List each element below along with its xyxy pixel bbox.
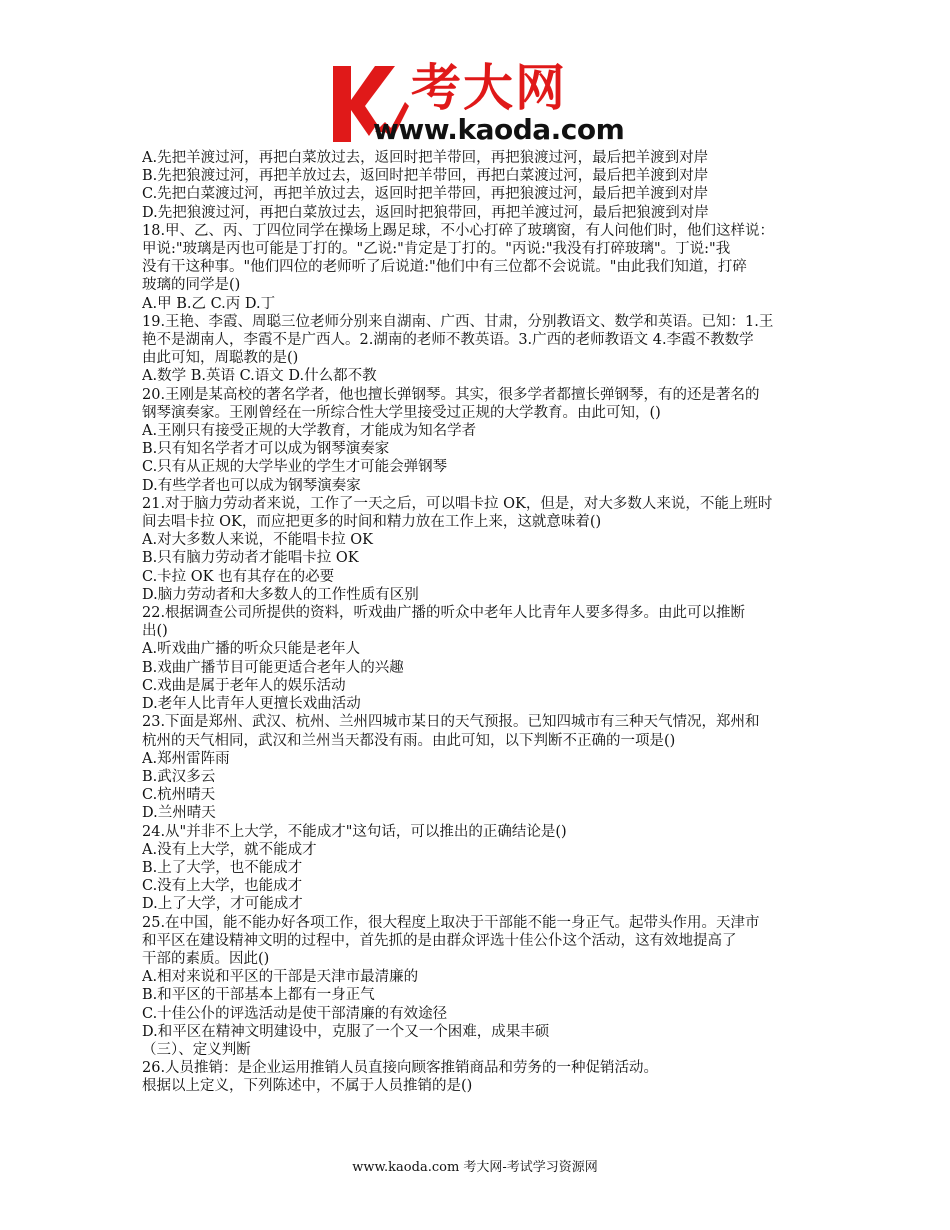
text-line: A.甲 B.乙 C.丙 D.丁 [142,295,276,312]
text-line: 甲说:"玻璃是丙也可能是丁打的。"乙说:"肯定是丁打的。"丙说:"我没有打碎玻璃"。丁说:"我 [142,241,731,258]
text-line: 18.甲、乙、丙、丁四位同学在操场上踢足球，不小心打碎了玻璃窗，有人问他们时，他们这样说： [142,222,775,239]
text-line: D.老年人比青年人更擅长戏曲活动 [142,696,361,713]
text-line: 22.根据调查公司所提供的资料，听戏曲广播的听众中老年人比青年人要多得多。由此可以推断 [142,605,746,622]
text-line: A.相对来说和平区的干部是天津市最清廉的 [142,969,419,986]
text-line: A.数学 B.英语 C.语文 D.什么都不教 [142,368,377,385]
text-line: A.郑州雷阵雨 [142,750,230,767]
question-text [142,149,822,1096]
text-line: A.先把羊渡过河，再把白菜放过去，返回时把羊带回，再把狼渡过河，最后把羊渡到对岸 [142,150,709,166]
text-line: B.上了大学，也不能成才 [142,859,303,876]
text-line: A.王刚只有接受正规的大学教育，才能成为知名学者 [142,423,477,440]
text-line: 没有干这种事。"他们四位的老师听了后说道:"他们中有三位都不会说谎。"由此我们知道，打碎 [142,259,747,276]
text-line: B.先把狼渡过河，再把羊放过去，返回时把羊带回，再把白菜渡过河，最后把羊渡到对岸 [142,168,709,185]
text-line: A.对大多数人来说，不能唱卡拉 OK [142,532,373,549]
text-line: A.听戏曲广播的听众只能是老年人 [142,641,361,658]
text-line: B.戏曲广播节目可能更适合老年人的兴趣 [142,659,404,676]
text-line: D.上了大学，才可能成才 [142,896,303,913]
text-line: D.脑力劳动者和大多数人的工作性质有区别 [142,586,419,603]
text-line: D.先把狼渡过河，再把白菜放过去，返回时把狼带回，再把羊渡过河，最后把狼渡到对岸 [142,204,709,221]
text-line: 根据以上定义，下列陈述中，不属于人员推销的是() [142,1078,473,1095]
text-line: C.十佳公仆的评选活动是使干部清廉的有效途径 [142,1005,448,1022]
page-footer: www.kaoda.com 考大网-考试学习资源网 [352,1160,598,1175]
text-line: C.杭州晴天 [142,787,216,804]
text-line: 杭州的天气相同，武汉和兰州当天都没有雨。由此可知，以下判断不正确的一项是() [142,732,676,749]
text-line: 出() [142,623,168,640]
text-line: （三）、定义判断 [142,1041,251,1058]
text-line: 间去唱卡拉 OK，而应把更多的时间和精力放在工作上来，这就意味着() [142,514,602,531]
text-line: C.先把白菜渡过河，再把羊放过去，返回时把羊带回，再把狼渡过河，最后把羊渡到对岸 [142,186,709,203]
text-line: 艳不是湖南人，李霞不是广西人。2.湖南的老师不教英语。3.广西的老师教语文 4.李霞不教数学 [142,332,754,349]
text-line: 20.王刚是某高校的著名学者，他也擅长弹钢琴。其实，很多学者都擅长弹钢琴，有的还是著名的 [142,386,760,403]
text-line: 24.从"并非不上大学，不能成才"这句话，可以推出的正确结论是() [142,823,567,840]
logo-brand-name: 考大网 [411,59,567,117]
text-line: D.和平区在精神文明建设中，克服了一个又一个困难，成果丰硕 [142,1023,550,1040]
text-line: C.没有上大学，也能成才 [142,878,303,895]
text-line: D.有些学者也可以成为钢琴演奏家 [142,477,361,494]
logo-url: www.kaoda.com [373,113,625,146]
text-line: B.只有脑力劳动者才能唱卡拉 OK [142,550,359,567]
text-line: 25.在中国，能不能办好各项工作，很大程度上取决于干部能不能一身正气。起带头作用。天津市 [142,914,760,931]
text-line: C.只有从正规的大学毕业的学生才可能会弹钢琴 [142,459,448,476]
kaoda-logo [329,59,639,147]
text-line: 干部的素质。因此() [142,950,270,967]
text-line: D.兰州晴天 [142,805,216,822]
text-line: C.戏曲是属于老年人的娱乐活动 [142,677,346,694]
text-line: 玻璃的同学是() [142,277,241,294]
text-line: A.没有上大学，就不能成才 [142,841,317,858]
text-line: 和平区在建设精神文明的过程中，首先抓的是由群众评选十佳公仆这个活动，这有效地提高了 [142,932,737,949]
text-line: 钢琴演奏家。王刚曾经在一所综合性大学里接受过正规的大学教育。由此可知，() [142,404,661,421]
text-line: C.卡拉 OK 也有其存在的必要 [142,568,335,585]
text-line: 21.对于脑力劳动者来说，工作了一天之后，可以唱卡拉 OK，但是，对大多数人来说，不能上班时 [142,495,773,512]
text-line: B.武汉多云 [142,768,216,785]
text-line: 23.下面是郑州、武汉、杭州、兰州四城市某日的天气预报。已知四城市有三种天气情况，郑州和 [142,714,760,731]
text-line: B.只有知名学者才可以成为钢琴演奏家 [142,441,390,458]
text-line: B.和平区的干部基本上都有一身正气 [142,987,375,1004]
text-line: 19.王艳、李霞、周聪三位老师分别来自湖南、广西、甘肃，分别教语文、数学和英语。已知：1.王 [142,313,774,330]
text-line: 由此可知，周聪教的是() [142,350,299,367]
text-line: 26.人员推销：是企业运用推销人员直接向顾客推销商品和劳务的一种促销活动。 [142,1060,659,1077]
